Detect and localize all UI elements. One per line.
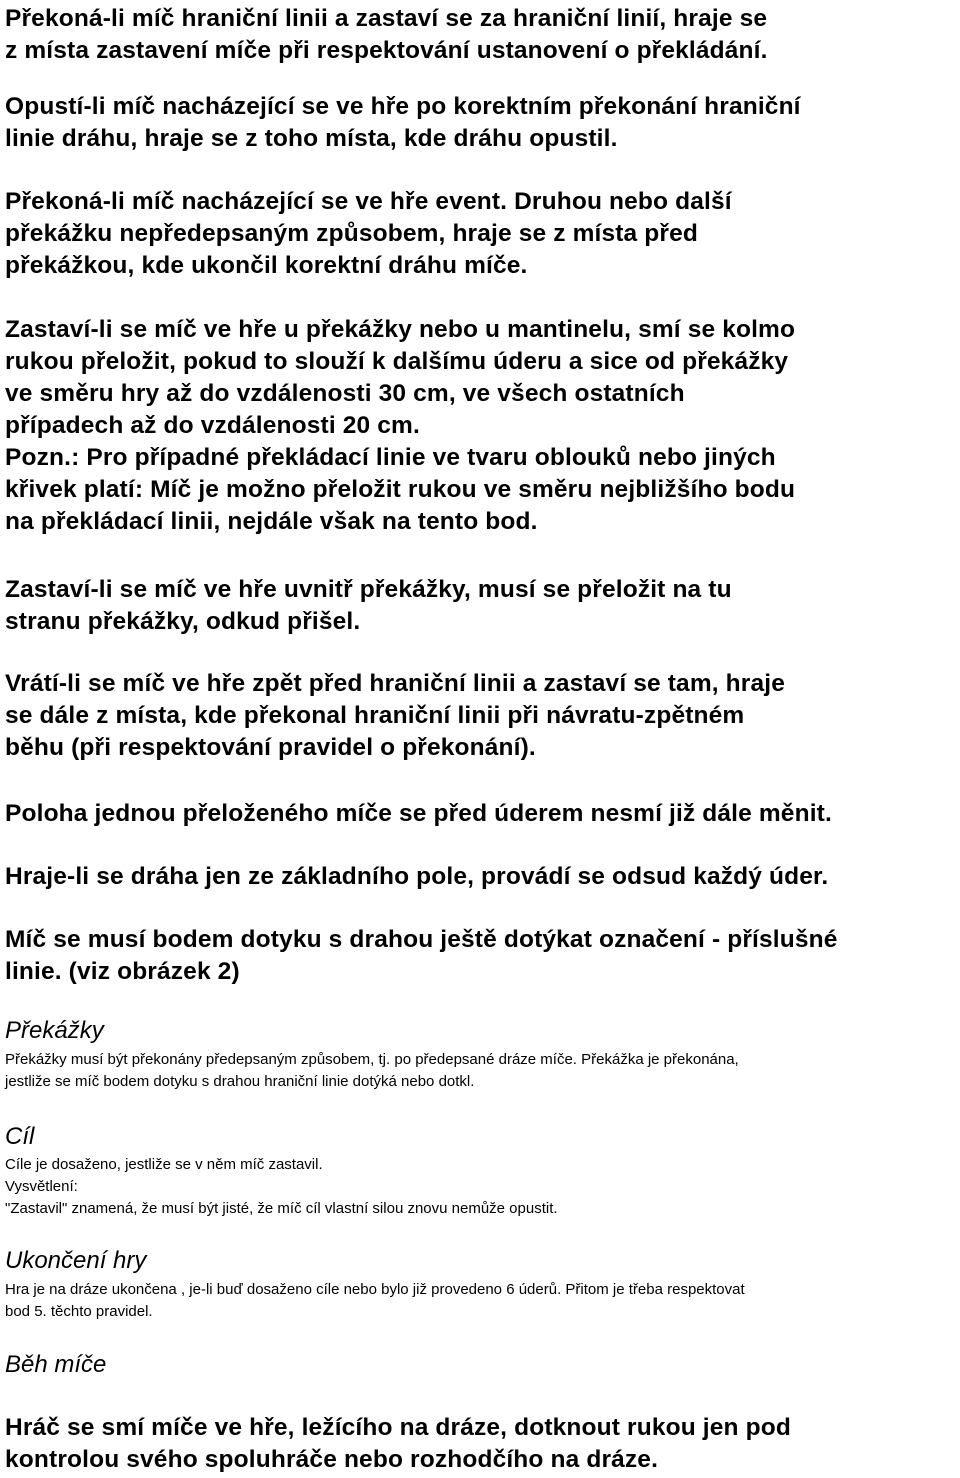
section-end-of-game <box>5 1246 745 1323</box>
text-line: Opustí-li míč nacházející se ve hře po korektním překonání hraniční <box>5 93 801 120</box>
text-line: Zastaví-li se míč ve hře u překážky nebo u mantinelu, smí se kolmo <box>5 316 796 343</box>
paragraph-ball-position <box>5 798 832 830</box>
text-line: křivek platí: Míč je možno přeložit rukou ve směru nejbližšího bodu <box>5 476 796 503</box>
section-obstacles <box>5 1016 739 1093</box>
paragraph-ball-inside-obstacle <box>5 574 732 638</box>
text-line: Poloha jednou přeloženého míče se před úderem nesmí již dále měnit. <box>5 800 832 827</box>
text-line: Pozn.: Pro případné překládací linie ve tvaru oblouků nebo jiných <box>5 444 776 471</box>
text-line: Hraje-li se dráha jen ze základního pole, provádí se odsud každý úder. <box>5 863 829 890</box>
paragraph-ball-at-obstacle <box>5 314 795 538</box>
text-line: ve směru hry až do vzdálenosti 30 cm, ve všech ostatních <box>5 380 685 407</box>
text-line: Vysvětlení: <box>5 1178 78 1195</box>
paragraph-contact-point <box>5 924 838 988</box>
text-line: Zastaví-li se míč ve hře uvnitř překážky, musí se přeložit na tu <box>5 576 732 603</box>
text-line: na překládací linii, nejdále však na tento bod. <box>5 508 538 535</box>
paragraph-obstacle-wrong-way <box>5 186 732 282</box>
section-heading: Překážky <box>5 1017 104 1044</box>
text-line: kontrolou svého spoluhráče nebo rozhodčího na dráze. <box>5 1446 659 1473</box>
section-heading: Ukončení hry <box>5 1247 147 1274</box>
paragraph-touch-ball <box>5 1412 791 1476</box>
text-line: běhu (při respektování pravidel o překonání). <box>5 734 536 761</box>
paragraph-ball-returns <box>5 668 785 764</box>
text-line: případech až do vzdálenosti 20 cm. <box>5 412 420 439</box>
text-line: bod 5. těchto pravidel. <box>5 1303 153 1320</box>
paragraph-ball-crosses-boundary <box>5 3 768 67</box>
text-line: Míč se musí bodem dotyku s drahou ještě dotýkat označení - příslušné <box>5 926 838 953</box>
text-line: Překážky musí být překonány předepsaným způsobem, tj. po předepsané dráze míče. Překážka je překonána, <box>5 1051 739 1068</box>
text-line: se dále z místa, kde překonal hraniční linii při návratu-zpětném <box>5 702 745 729</box>
section-body <box>5 1049 739 1093</box>
paragraph-ball-leaves-track <box>5 91 801 155</box>
text-line: rukou přeložit, pokud to slouží k dalšímu úderu a sice od překážky <box>5 348 789 375</box>
section-heading: Cíl <box>5 1123 35 1150</box>
text-line: překážkou, kde ukončil korektní dráhu míče. <box>5 252 528 279</box>
text-line: Překoná-li míč nacházející se ve hře event. Druhou nebo další <box>5 188 732 215</box>
text-line: stranu překážky, odkud přišel. <box>5 608 361 635</box>
text-line: Hra je na dráze ukončena , je-li buď dosaženo cíle nebo bylo již provedeno 6 úderů. Přitom je třeba respektovat <box>5 1281 745 1298</box>
section-body <box>5 1279 745 1323</box>
section-body <box>5 1154 558 1220</box>
text-line: Hráč se smí míče ve hře, ležícího na dráze, dotknout rukou jen pod <box>5 1414 791 1441</box>
text-line: Cíle je dosaženo, jestliže se v něm míč zastavil. <box>5 1156 323 1173</box>
paragraph-basic-field <box>5 861 828 893</box>
text-line: linie. (viz obrázek 2) <box>5 958 240 985</box>
section-goal <box>5 1122 558 1220</box>
text-line: Vrátí-li se míč ve hře zpět před hraniční linii a zastaví se tam, hraje <box>5 670 785 697</box>
section-heading: Běh míče <box>5 1351 107 1378</box>
section-ball-run <box>5 1350 106 1380</box>
text-line: z místa zastavení míče při respektování ustanovení o překládání. <box>5 37 768 64</box>
text-line: linie dráhu, hraje se z toho místa, kde dráhu opustil. <box>5 125 618 152</box>
text-line: Překoná-li míč hraniční linii a zastaví se za hraniční linií, hraje se <box>5 5 768 32</box>
text-line: "Zastavil" znamená, že musí být jisté, že míč cíl vlastní silou znovu nemůže opustit. <box>5 1200 558 1217</box>
text-line: překážku nepředepsaným způsobem, hraje se z místa před <box>5 220 698 247</box>
text-line: jestliže se míč bodem dotyku s drahou hraniční linie dotýká nebo dotkl. <box>5 1073 475 1090</box>
